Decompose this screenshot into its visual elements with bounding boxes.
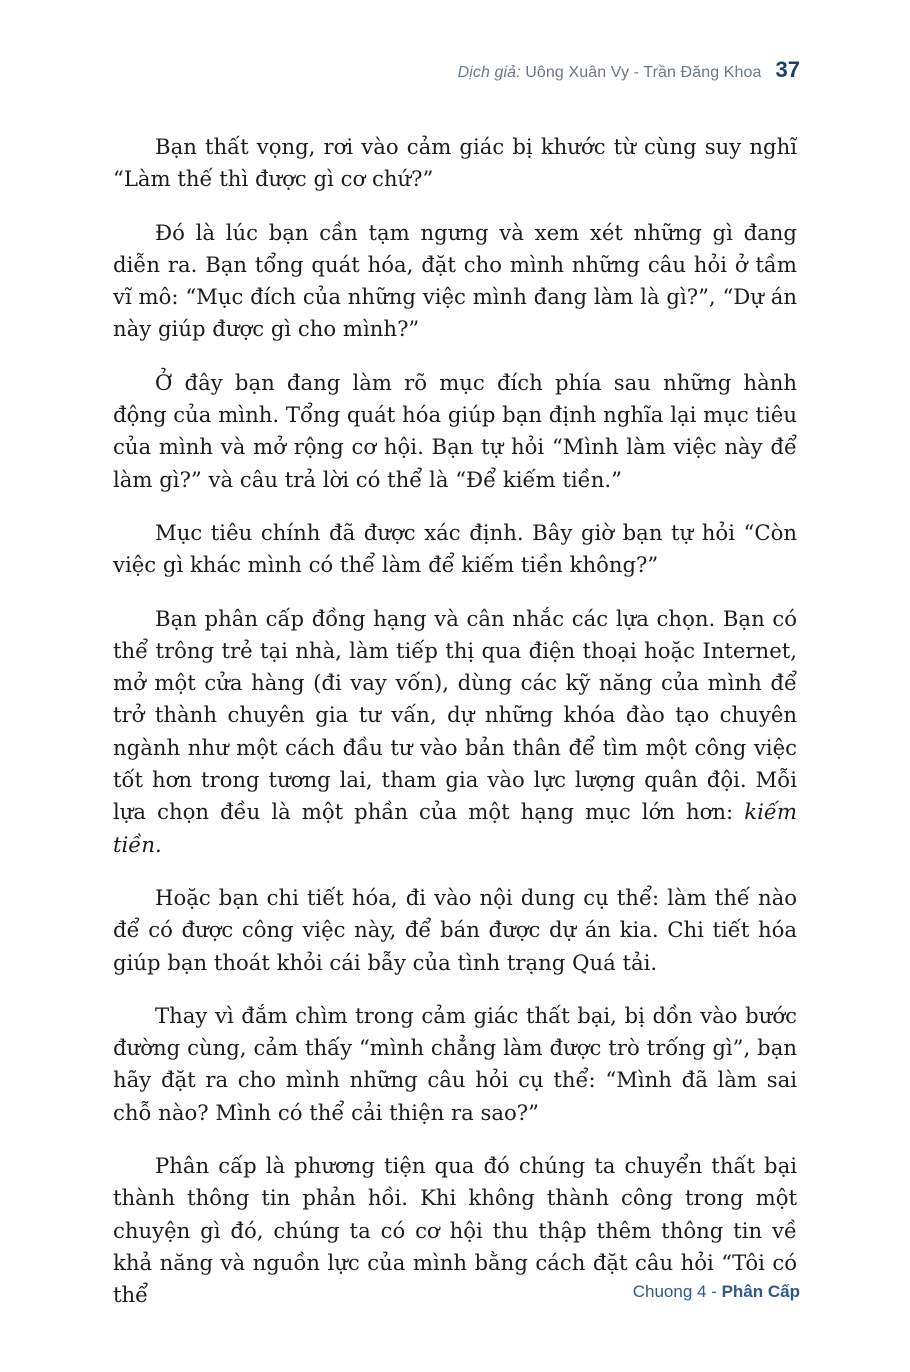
paragraph-6: Hoặc bạn chi tiết hóa, đi vào nội dung cụ thể: làm thế nào để có được công việc này, để bán được dự án kia. Chi tiết hóa giúp bạn thoát khỏi cái bẫy của tình trạng Quá tải. bbox=[113, 884, 797, 975]
paragraph-7: Thay vì đắm chìm trong cảm giác thất bại, bị dồn vào bước đường cùng, cảm thấy “mình chẳng làm được trò trống gì”, bạn hãy đặt ra cho mình những câu hỏi cụ thể: “Mình đã làm sai chỗ nào? Mình có thể cải thiện ra sao?” bbox=[113, 1002, 797, 1125]
translator-credit bbox=[458, 64, 762, 82]
running-footer bbox=[633, 1282, 800, 1302]
paragraph-5 bbox=[113, 603, 797, 861]
translator-names: Uông Xuân Vy - Trần Đăng Khoa bbox=[525, 64, 762, 81]
chapter-label: Chuong 4 - bbox=[632, 1282, 722, 1301]
paragraph-5-emphasis: kiếm tiền. bbox=[113, 799, 797, 857]
paragraph-2: Đó là lúc bạn cần tạm ngưng và xem xét những gì đang diễn ra. Bạn tổng quát hóa, đặt cho mình những câu hỏi ở tầm vĩ mô: “Mục đích của những việc mình đang làm là gì?”, “Dự án này giúp được gì cho mình?” bbox=[113, 219, 797, 342]
body-text bbox=[113, 131, 797, 1312]
paragraph-8: Phân cấp là phương tiện qua đó chúng ta chuyển thất bại thành thông tin phản hồi. Khi không thành công trong một chuyện gì đó, chúng ta có cơ hội thu thập thêm thông tin về khả năng và nguồn lực của mình bằng cách đặt câu hỏi “Tôi có thể bbox=[113, 1153, 797, 1308]
page-number: 37 bbox=[775, 57, 800, 82]
running-header bbox=[458, 57, 800, 83]
paragraph-1: Bạn thất vọng, rơi vào cảm giác bị khước từ cùng suy nghĩ “Làm thế thì được gì cơ chứ?” bbox=[113, 134, 797, 192]
paragraph-4: Mục tiêu chính đã được xác định. Bây giờ bạn tự hỏi “Còn việc gì khác mình có thể làm để kiếm tiền không?” bbox=[113, 519, 797, 578]
chapter-name: Phân Cấp bbox=[721, 1282, 800, 1301]
paragraph-3: Ở đây bạn đang làm rõ mục đích phía sau những hành động của mình. Tổng quát hóa giúp bạn định nghĩa lại mục tiêu của mình và mở rộng cơ hội. Bạn tự hỏi “Mình làm việc này để làm gì?” và câu trả lời có thể là “Để kiếm tiền.” bbox=[113, 369, 797, 492]
translator-role: Dịch giả: bbox=[457, 64, 521, 81]
paragraph-5-text: Bạn phân cấp đồng hạng và cân nhắc các lựa chọn. Bạn có thể trông trẻ tại nhà, làm tiếp thị qua điện thoại hoặc Internet, mở một cửa hàng (đi vay vốn), dùng các kỹ năng của mình để trở thành chuyên gia tư vấn, dự những khóa đào tạo chuyên ngành như một cách đầu tư vào bản thân để tìm một công việc tốt hơn trong tương lai, tham gia vào lực lượng quân đội. Mỗi lựa chọn đều là một phần của một hạng mục lớn hơn: bbox=[113, 605, 797, 825]
